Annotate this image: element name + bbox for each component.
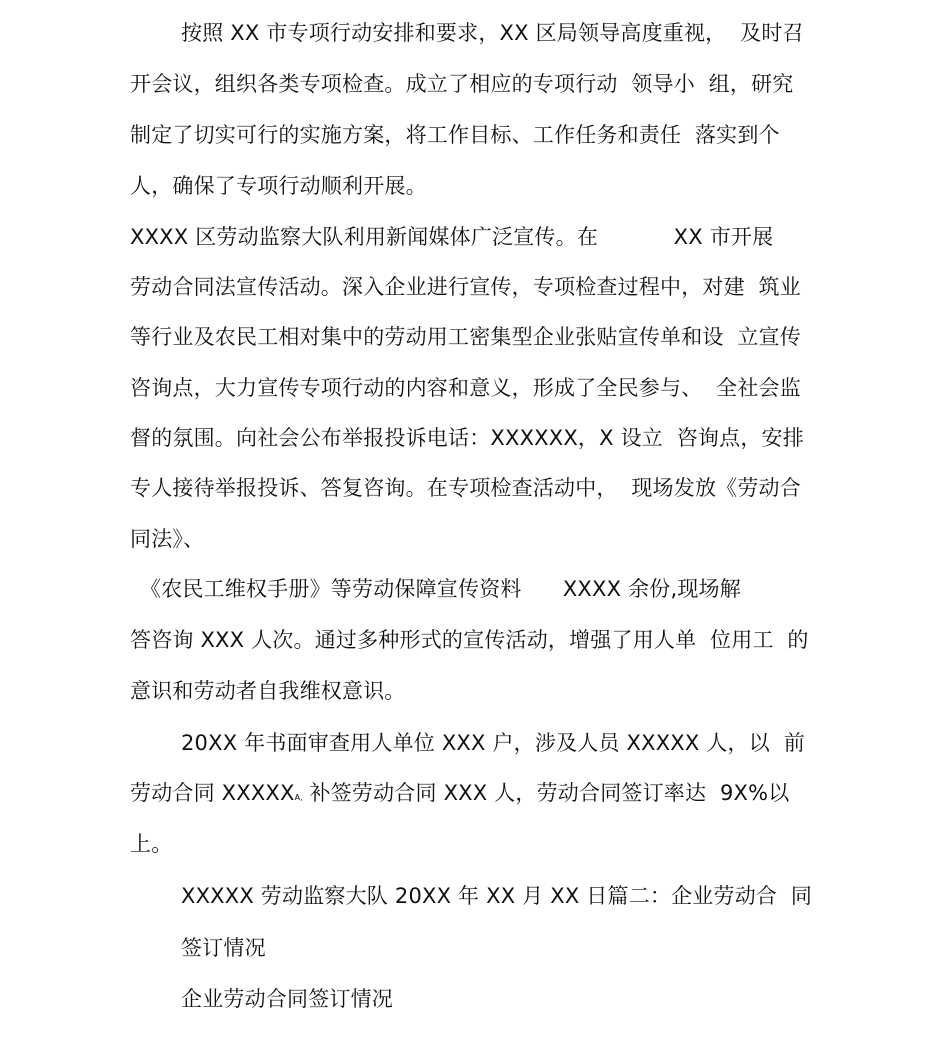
paragraph-line: 督的氛围。向社会公布举报投诉电话：XXXXXX，X 设立 咨询点，安排: [130, 426, 804, 450]
paragraph-line: 人，确保了专项行动顺利开展。: [130, 174, 427, 198]
section-heading: 企业劳动合同签订情况: [181, 987, 393, 1011]
paragraph-line: 等行业及农民工相对集中的劳动用工密集型企业张贴宣传单和设 立宣传: [130, 325, 801, 349]
paragraph-line: 专人接待举报投诉、答复咨询。在专项检查活动中， 现场发放《劳动合: [130, 476, 801, 500]
paragraph-line: XXXX 区劳动监察大队利用新闻媒体广泛宣传。在 XX 市开展: [130, 225, 774, 249]
paragraph-line: 按照 XX 市专项行动安排和要求，XX 区局领导高度重视， 及时召: [181, 21, 804, 45]
paragraph-line: XXXXX 劳动监察大队 20XX 年 XX 月 XX 日篇二：企业劳动合 同: [181, 884, 813, 908]
paragraph-line: 答咨询 XXX 人次。通过多种形式的宣传活动，增强了用人单 位用工 的: [130, 628, 809, 652]
line-segment: 劳动合同 XXXXX: [130, 781, 295, 805]
paragraph-line: 劳动合同法宣传活动。深入企业进行宣传，专项检查过程中，对建 筑业: [130, 275, 801, 299]
paragraph-line: 签订情况: [181, 936, 266, 960]
paragraph-line: 上。: [130, 832, 173, 856]
paragraph-line: 《农民工维权手册》等劳动保障宣传资料 XXXX 余份,现场解: [140, 577, 741, 601]
paragraph-line: 咨询点，大力宣传专项行动的内容和意义，形成了全民参与、 全社会监: [130, 376, 801, 400]
paragraph-line: 制定了切实可行的实施方案，将工作目标、工作任务和责任 落实到个: [130, 123, 780, 147]
line-segment: 补签劳动合同 XXX 人，劳动合同签订率达 9X%以: [302, 781, 790, 805]
paragraph-line: 开会议，组织各类专项检查。成立了相应的专项行动 领导小 组，研究: [130, 72, 794, 96]
paragraph-line-mixed: [130, 779, 789, 812]
paragraph-line: 20XX 年书面审查用人单位 XXX 户，涉及人员 XXXXX 人，以 前: [181, 731, 805, 755]
tiny-mark: A,: [294, 793, 303, 802]
paragraph-line: 意识和劳动者自我维权意识。: [130, 679, 406, 703]
paragraph-line: 同法》、: [130, 527, 205, 551]
